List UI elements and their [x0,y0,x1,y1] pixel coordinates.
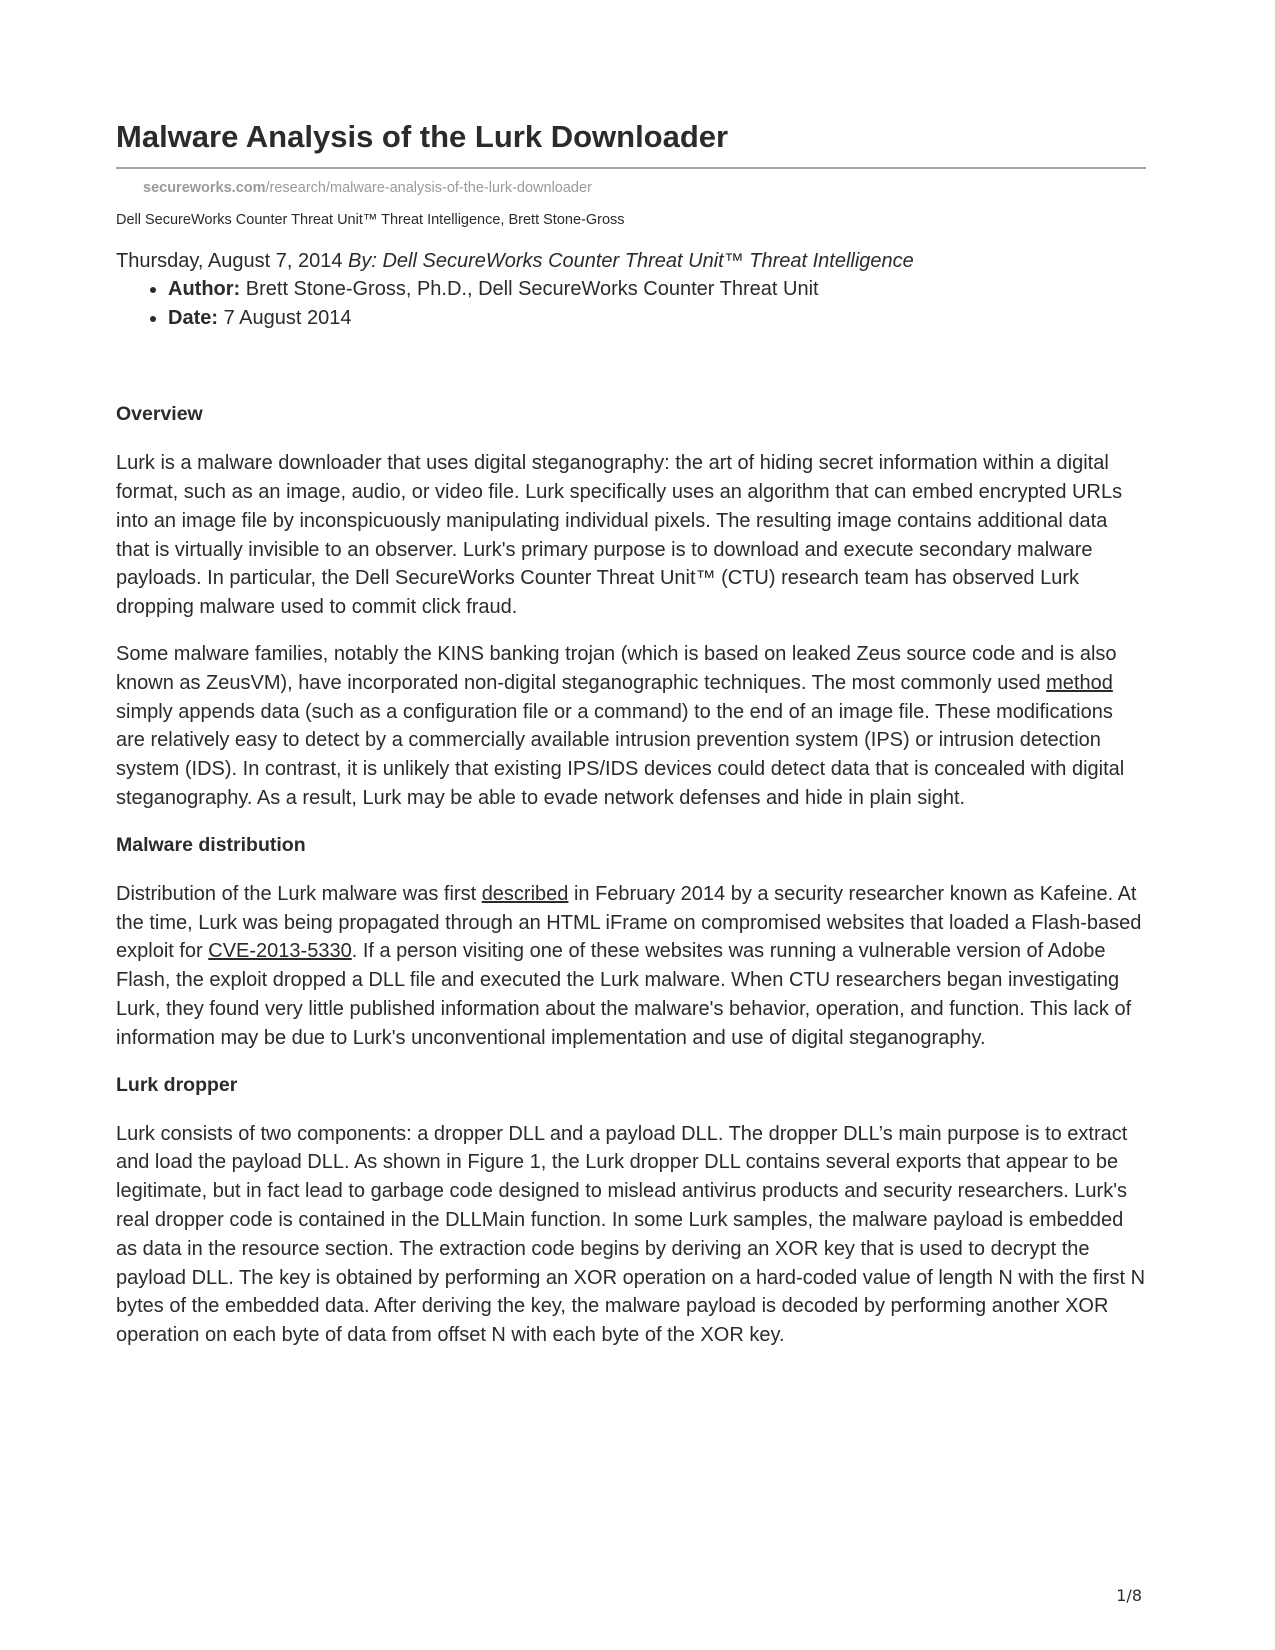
article-byline: Dell SecureWorks Counter Threat Unit™ Threat Intelligence, Brett Stone-Gross [116,212,625,229]
meta-author [168,275,1146,304]
author-value: Brett Stone-Gross, Ph.D., Dell SecureWorks Counter Threat Unit [245,278,819,301]
source-url[interactable] [143,178,1146,198]
title-divider [116,167,1146,169]
section-heading-overview: Overview [116,403,203,426]
article [116,118,1146,1350]
dropper-paragraph: Lurk consists of two components: a dropper DLL and a payload DLL. The dropper DLL’s main purpose is to extract and load the payload DLL. As shown in Figure 1, the Lurk dropper DLL contains several exports that appear to be legitimate, but in fact lead to garbage code designed to mislead antivirus products and security researchers. Lurk's real dropper code is contained in the DLLMain function. In some Lurk samples, the malware payload is embedded as data in the resource section. The extraction code begins by deriving an XOR key that is used to decrypt the payload DLL. The key is obtained by performing an XOR operation on a hard-coded value of length N with the first N bytes of the embedded data. After deriving the key, the malware payload is decoded by performing another XOR operation on each byte of data from offset N with each byte of the XOR key. [116,1122,1146,1347]
cve-link[interactable]: CVE-2013-5330 [208,940,352,963]
overview-paragraph-2 [116,640,1146,813]
page-title: Malware Analysis of the Lurk Downloader [116,119,729,154]
publish-date: Thursday, August 7, 2014 [116,250,343,273]
distribution-text-a: Distribution of the Lurk malware was first [116,882,482,905]
meta-date [168,304,1146,333]
distribution-paragraph [116,880,1146,1053]
source-path[interactable]: /research/malware-analysis-of-the-lurk-downloader [265,180,592,197]
overview-p2-text-b: simply appends data (such as a configuration file or a command) to the end of an image file. These modifications are relatively easy to detect by a commercially available intrusion prevention system (IPS) or intrusion detection system (IDS). In contrast, it is unlikely that existing IPS/IDS devices could detect data that is concealed with digital steganography. As a result, Lurk may be able to evade network defenses and hide in plain sight. [116,700,1125,809]
source-domain[interactable]: secureworks.com [143,180,266,197]
overview-paragraph-1: Lurk is a malware downloader that uses digital steganography: the art of hiding secret information within a digital format, such as an image, audio, or video file. Lurk specifically uses an algorithm that can embed encrypted URLs into an image file by inconspicuously manipulating individual pixels. The resulting image contains additional data that is virtually invisible to an observer. Lurk's primary purpose is to download and execute secondary malware payloads. In particular, the Dell SecureWorks Counter Threat Unit™ (CTU) research team has observed Lurk dropping malware used to commit click fraud. [116,452,1123,619]
date-label: Date: [168,307,219,330]
distribution-text-b: in February 2014 by a security researcher known as Kafeine. At the time, Lurk was being propagated through an HTML iFrame on compromised websites that loaded a Flash-based exploit for [116,882,1142,963]
dateline [116,247,1146,275]
page-number: 1/8 [1116,1586,1142,1605]
dateline-by: By: Dell SecureWorks Counter Threat Unit™ Threat Intelligence [348,250,914,273]
section-heading-dropper: Lurk dropper [116,1073,238,1096]
author-label: Author: [168,278,241,301]
method-link[interactable]: method [1046,671,1113,694]
meta-list [116,275,1146,333]
section-heading-distribution: Malware distribution [116,833,306,856]
distribution-text-c: . If a person visiting one of these websites was running a vulnerable version of Adobe Flash, the exploit dropped a DLL file and executed the Lurk malware. When CTU researchers began investigating Lurk, they found very little published information about the malware's behavior, operation, and function. This lack of information may be due to Lurk's unconventional implementation and use of digital steganography. [116,940,1132,1049]
overview-p2-text-a: Some malware families, notably the KINS banking trojan (which is based on leaked Zeus source code and is also known as ZeusVM), have incorporated non-digital steganographic techniques. The most commonly used [116,642,1117,694]
described-link[interactable]: described [481,882,569,905]
date-value: 7 August 2014 [223,307,352,330]
